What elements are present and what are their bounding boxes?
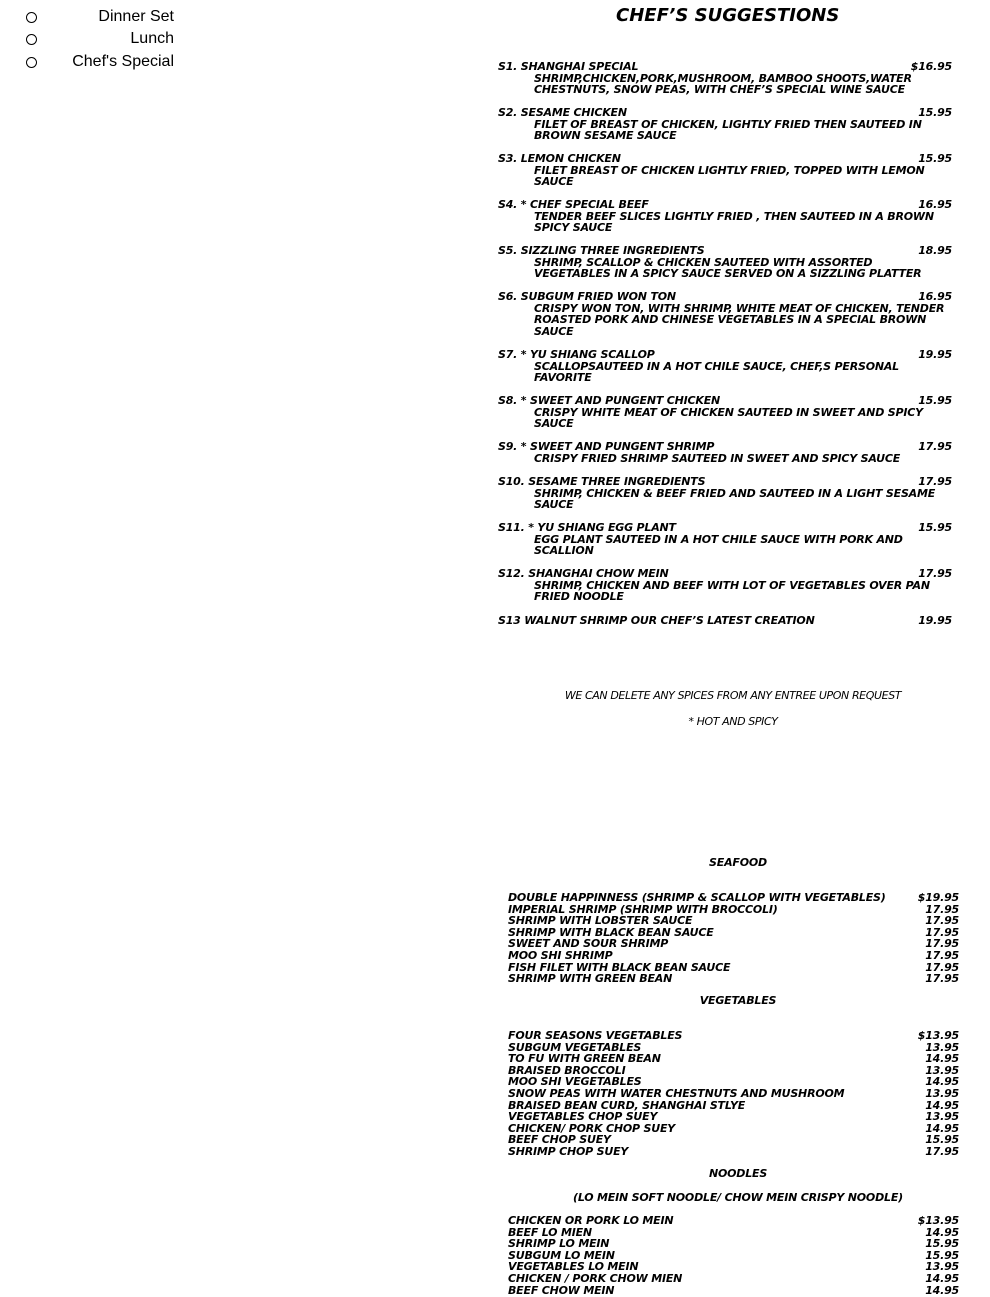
item-price: 15.95	[918, 152, 952, 165]
item-price: 16.95	[918, 290, 952, 303]
item-description: SHRIMP, CHICKEN & BEEF FRIED AND SAUTEED IN A LIGHT SESAME SAUCE	[534, 486, 936, 512]
vegetables-title: VEGETABLES	[699, 994, 777, 1007]
chef-suggestion-item	[498, 199, 958, 234]
radio-circle-icon[interactable]	[26, 34, 37, 45]
item-name: BRAISED BEAN CURD, SHANGHAI STLYE	[508, 1098, 746, 1112]
item-price: 17.95	[918, 567, 952, 580]
item-description: CRISPY FRIED SHRIMP SAUTEED IN SWEET AND SPICY SAUCE	[534, 451, 901, 465]
item-name: SUBGUM FRIED WON TON	[520, 290, 676, 303]
item-code-name	[498, 395, 720, 407]
item-price: 14.95	[925, 1052, 959, 1066]
item-description: CRISPY WON TON, WITH SHRIMP, WHITE MEAT OF CHICKEN, TENDER ROASTED PORK AND CHINESE VEGETABLES IN A SPECIAL BROWN SAUCE	[534, 301, 945, 338]
vegetables-list	[508, 1030, 959, 1158]
item-code-name	[498, 245, 704, 257]
item-name: MOO SHI VEGETABLES	[508, 1075, 642, 1089]
item-name: VEGETABLES CHOP SUEY	[508, 1110, 658, 1124]
chef-suggestion-item	[498, 349, 958, 384]
item-code-name	[498, 199, 649, 211]
item-code-name	[498, 441, 714, 453]
seafood-item	[508, 973, 959, 985]
item-code-name	[498, 476, 705, 488]
chef-suggestion-item	[498, 568, 958, 603]
vegetables-item	[508, 1088, 959, 1100]
item-name: * YU SHIANG EGG PLANT	[528, 521, 676, 534]
item-code: S12.	[498, 567, 525, 580]
item-price: 15.95	[925, 1248, 959, 1262]
seafood-list	[508, 892, 959, 985]
item-price: 14.95	[925, 1283, 959, 1297]
chef-suggestion-item	[498, 395, 958, 430]
item-name: BRAISED BROCCOLI	[508, 1063, 626, 1077]
item-header	[498, 61, 958, 73]
nav-item-label[interactable]: Chef's Special	[72, 53, 174, 70]
item-price: 17.95	[918, 475, 952, 488]
item-name: SWEET AND SOUR SHRIMP	[508, 937, 669, 951]
item-header	[498, 245, 958, 257]
item-price: 13.95	[925, 1260, 959, 1274]
item-name: * SWEET AND PUNGENT CHICKEN	[520, 394, 721, 407]
vegetables-item	[508, 1146, 959, 1158]
item-name: CHICKEN / PORK CHOW MIEN	[508, 1271, 683, 1285]
item-price: 15.95	[918, 521, 952, 534]
item-price: $13.95	[917, 1214, 959, 1227]
item-code: S2.	[498, 106, 518, 119]
item-name: SHRIMP LO MEIN	[508, 1237, 610, 1251]
item-code: S6.	[498, 290, 518, 303]
seafood-title: SEAFOOD	[709, 856, 767, 869]
item-price: 15.95	[925, 1133, 959, 1147]
item-header	[498, 395, 958, 407]
item-price: 17.95	[918, 440, 952, 453]
item-code: S1.	[498, 60, 518, 73]
item-code: S4.	[498, 198, 518, 211]
item-description: SHRIMP, SCALLOP & CHICKEN SAUTEED WITH ASSORTED VEGETABLES IN A SPICY SAUCE SERVED ON A SIZZLING PLATTER	[534, 255, 922, 281]
item-price: 17.95	[925, 948, 959, 962]
item-header	[498, 568, 958, 580]
item-name: WALNUT SHRIMP OUR CHEF’S LATEST CREATION	[524, 614, 815, 627]
item-code: S7.	[498, 348, 518, 361]
radio-circle-icon[interactable]	[26, 57, 37, 68]
item-price: 17.95	[925, 937, 959, 951]
item-name: SHANGHAI CHOW MEIN	[528, 567, 669, 580]
item-code: S8.	[498, 394, 518, 407]
item-price: $19.95	[917, 891, 959, 904]
chef-suggestions-title: CHEF’S SUGGESTIONS	[616, 5, 840, 26]
chef-suggestion-item	[498, 107, 958, 142]
item-header	[498, 153, 958, 165]
item-code-name	[498, 153, 621, 165]
item-price: $13.95	[917, 1029, 959, 1042]
item-name: TO FU WITH GREEN BEAN	[508, 1052, 661, 1066]
chef-suggestion-item	[498, 615, 958, 627]
item-price: 14.95	[925, 1225, 959, 1239]
item-code-name	[498, 615, 815, 627]
item-header	[498, 476, 958, 488]
nav-item-lunch[interactable]	[26, 29, 174, 49]
item-name: SHRIMP WITH LOBSTER SAUCE	[508, 914, 693, 928]
item-price: 14.95	[925, 1121, 959, 1135]
item-header	[498, 199, 958, 211]
item-header	[498, 615, 958, 627]
item-price: $16.95	[910, 60, 952, 73]
item-name: SUBGUM LO MEIN	[508, 1248, 615, 1262]
item-price: 17.95	[925, 972, 959, 986]
chef-suggestion-item	[498, 61, 958, 96]
noodles-item	[508, 1285, 959, 1297]
spice-note: WE CAN DELETE ANY SPICES FROM ANY ENTREE UPON REQUEST	[564, 689, 902, 702]
item-description: SHRIMP,CHICKEN,PORK,MUSHROOM, BAMBOO SHOOTS,WATER CHESTNUTS, SNOW PEAS, WITH CHEF’S SPECIAL WINE SAUCE	[534, 71, 912, 97]
noodles-item	[508, 1215, 959, 1227]
item-name: BEEF CHOW MEIN	[508, 1283, 615, 1297]
chef-suggestion-item	[498, 441, 958, 464]
item-price: 16.95	[918, 198, 952, 211]
chef-suggestion-item	[498, 245, 958, 280]
chef-suggestion-item	[498, 522, 958, 557]
item-price: 18.95	[918, 244, 952, 257]
item-name: CHICKEN OR PORK LO MEIN	[508, 1214, 674, 1227]
item-name: SHANGHAI SPECIAL	[520, 60, 639, 73]
item-description: FILET OF BREAST OF CHICKEN, LIGHTLY FRIED THEN SAUTEED IN BROWN SESAME SAUCE	[534, 117, 922, 143]
item-name: FISH FILET WITH BLACK BEAN SAUCE	[508, 960, 731, 974]
noodles-item	[508, 1273, 959, 1285]
item-name: FOUR SEASONS VEGETABLES	[508, 1029, 683, 1042]
item-name: SHRIMP WITH BLACK BEAN SAUCE	[508, 925, 714, 939]
item-price: 19.95	[918, 614, 952, 627]
item-name: SESAME CHICKEN	[520, 106, 627, 119]
item-name: SUBGUM VEGETABLES	[508, 1040, 642, 1054]
item-code: S13	[498, 614, 521, 627]
item-name: SNOW PEAS WITH WATER CHESTNUTS AND MUSHROOM	[508, 1086, 845, 1100]
item-description: TENDER BEEF SLICES LIGHTLY FRIED , THEN SAUTEED IN A BROWN SPICY SAUCE	[534, 209, 934, 235]
item-name: BEEF CHOP SUEY	[508, 1133, 611, 1147]
item-description: FILET BREAST OF CHICKEN LIGHTLY FRIED, TOPPED WITH LEMON SAUCE	[534, 163, 925, 189]
item-code: S11.	[498, 521, 525, 534]
item-description: EGG PLANT SAUTEED IN A HOT CHILE SAUCE WITH PORK AND SCALLION	[534, 532, 903, 558]
item-price: 17.95	[925, 1144, 959, 1158]
item-name: SIZZLING THREE INGREDIENTS	[520, 244, 705, 257]
noodles-list	[508, 1215, 959, 1296]
item-name: IMPERIAL SHRIMP (SHRIMP WITH BROCCOLI)	[508, 902, 778, 916]
item-code-name	[498, 568, 669, 580]
item-name: VEGETABLES LO MEIN	[508, 1260, 639, 1274]
item-price: 13.95	[925, 1063, 959, 1077]
nav-item-chefs-special[interactable]	[26, 52, 174, 72]
item-name: BEEF LO MIEN	[508, 1225, 592, 1239]
item-price: 13.95	[925, 1086, 959, 1100]
item-code-name	[498, 522, 676, 534]
item-name: * YU SHIANG SCALLOP	[520, 348, 655, 361]
nav-item-label[interactable]: Lunch	[130, 30, 174, 47]
item-price: 19.95	[918, 348, 952, 361]
item-price: 14.95	[925, 1098, 959, 1112]
item-description: CRISPY WHITE MEAT OF CHICKEN SAUTEED IN SWEET AND SPICY SAUCE	[534, 405, 923, 431]
noodles-title: NOODLES	[708, 1167, 768, 1180]
item-code: S3.	[498, 152, 518, 165]
item-price: 15.95	[925, 1237, 959, 1251]
item-name: CHICKEN/ PORK CHOP SUEY	[508, 1121, 676, 1135]
item-header	[498, 349, 958, 361]
item-name: DOUBLE HAPPINNESS (SHRIMP & SCALLOP WITH VEGETABLES)	[508, 891, 886, 904]
noodles-subtitle: (LO MEIN SOFT NOODLE/ CHOW MEIN CRISPY NOODLE)	[573, 1191, 903, 1204]
item-price: 15.95	[918, 106, 952, 119]
radio-circle-icon[interactable]	[26, 12, 37, 23]
item-price: 14.95	[925, 1075, 959, 1089]
chef-suggestion-item	[498, 291, 958, 337]
seafood-item	[508, 950, 959, 962]
item-price: 14.95	[925, 1271, 959, 1285]
chef-suggestion-item	[498, 153, 958, 188]
item-name: * SWEET AND PUNGENT SHRIMP	[520, 440, 715, 453]
item-description: SCALLOPSAUTEED IN A HOT CHILE SAUCE, CHEF,S PERSONAL FAVORITE	[534, 359, 899, 385]
item-price: 15.95	[918, 394, 952, 407]
item-header	[498, 107, 958, 119]
item-price: 13.95	[925, 1110, 959, 1124]
item-header	[498, 441, 958, 453]
item-name: SHRIMP WITH GREEN BEAN	[508, 972, 673, 986]
item-price: 13.95	[925, 1040, 959, 1054]
vegetables-item	[508, 1030, 959, 1042]
chef-suggestion-item	[498, 476, 958, 511]
nav-item-label[interactable]: Dinner Set	[98, 8, 174, 25]
item-code-name	[498, 291, 676, 303]
item-name: * CHEF SPECIAL BEEF	[520, 198, 649, 211]
item-code: S10.	[498, 475, 525, 488]
item-header	[498, 522, 958, 534]
nav-item-dinner-set[interactable]	[26, 7, 174, 27]
item-code-name	[498, 61, 638, 73]
item-name: MOO SHI SHRIMP	[508, 948, 613, 962]
hot-spicy-legend: * HOT AND SPICY	[688, 715, 778, 728]
item-name: SHRIMP CHOP SUEY	[508, 1144, 629, 1158]
seafood-item	[508, 892, 959, 904]
item-description: SHRIMP, CHICKEN AND BEEF WITH LOT OF VEGETABLES OVER PAN FRIED NOODLE	[534, 578, 930, 604]
item-code: S9.	[498, 440, 518, 453]
item-code-name	[498, 107, 627, 119]
item-price: 17.95	[925, 914, 959, 928]
item-header	[498, 291, 958, 303]
item-price: 17.95	[925, 960, 959, 974]
item-code-name	[498, 349, 655, 361]
item-name: SESAME THREE INGREDIENTS	[528, 475, 706, 488]
item-price: 17.95	[925, 902, 959, 916]
vegetables-item	[508, 1111, 959, 1123]
item-price: 17.95	[925, 925, 959, 939]
item-code: S5.	[498, 244, 518, 257]
item-name: LEMON CHICKEN	[520, 152, 621, 165]
